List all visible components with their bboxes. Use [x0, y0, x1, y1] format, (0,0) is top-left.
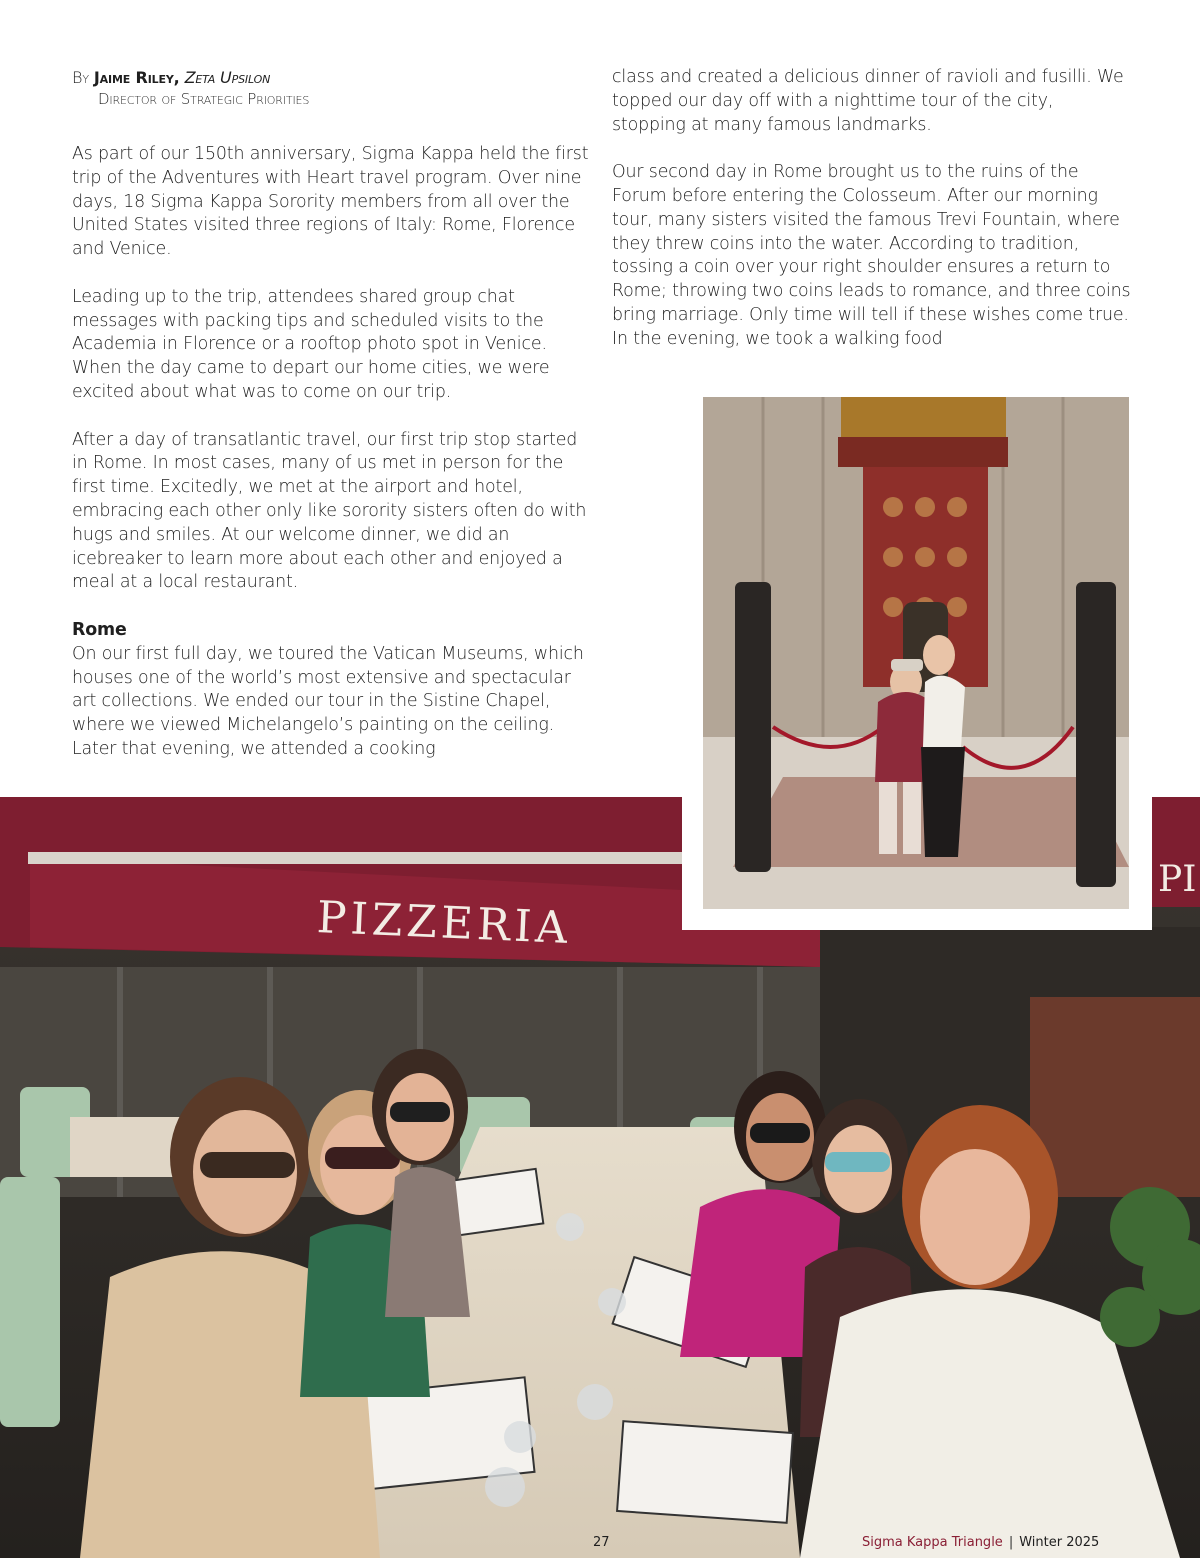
vatican-photo-frame [682, 378, 1152, 930]
pizzeria-sign-right: PI [1158, 859, 1197, 900]
issue-date: Winter 2025 [1019, 1535, 1100, 1550]
byline-prefix: By [72, 68, 89, 87]
author-name: Jaime Riley, [93, 68, 180, 87]
article-paragraph: As part of our 150th anniversary, Sigma Kappa held the first trip of the Adventures with Heart travel program. Over nine days, 18 Sigma Kappa Sorority members from all over the United States visited three regions of Italy: Rome, Florence and Venice. [72, 144, 589, 260]
footer-publication-info [862, 1535, 1099, 1551]
section-heading-rome: Rome [72, 619, 127, 640]
footer-separator: | [1008, 1535, 1014, 1550]
article-paragraph: After a day of transatlantic travel, our first trip stop started in Rome. In most cases, many of us met in person for the first time. Excitedly, we met at the airport and hotel, embracing each other only like sorority sisters often do with hugs and smiles. At our welcome dinner, we did an icebreaker to learn more about each other and enjoyed a meal at a local restaurant. [72, 429, 587, 593]
byline [72, 66, 592, 89]
author-chapter: Zeta Upsilon [184, 68, 271, 87]
author-title: Director of Strategic Priorities [98, 90, 310, 108]
article-column-left [72, 66, 592, 786]
article-column-right [612, 66, 1132, 375]
article-paragraph: Leading up to the trip, attendees shared group chat messages with packing tips and scheduled visits to the Academia in Florence or a rooftop photo spot in Venice. When the day came to depart our home cities, we were excited about what was to come on our trip. [72, 286, 550, 402]
publication-name: Sigma Kappa Triangle [862, 1535, 1003, 1550]
article-paragraph: class and created a delicious dinner of ravioli and fusilli. We topped our day off with a nighttime tour of the city, stopping at many famous landmarks. [612, 67, 1124, 135]
page-number: 27 [593, 1535, 610, 1550]
article-paragraph: On our first full day, we toured the Vatican Museums, which houses one of the world’s most extensive and spectacular art collections. We ended our tour in the Sistine Chapel, where we viewed Michelangelo’s painting on the ceiling. Later that evening, we attended a cooking [72, 643, 584, 759]
article-paragraph: Our second day in Rome brought us to the ruins of the Forum before entering the Colosseum. After our morning tour, many sisters visited the famous Trevi Fountain, where they threw coins into the water. According to tradition, tossing a coin over your right shoulder ensures a return to Rome; throwing two coins leads to romance, and three coins bring marriage. Only time will tell if these wishes come true. In the evening, we took a walking food [612, 162, 1131, 349]
vatican-photo [703, 397, 1129, 909]
pizzeria-sign: PIZZERIA [315, 892, 573, 955]
